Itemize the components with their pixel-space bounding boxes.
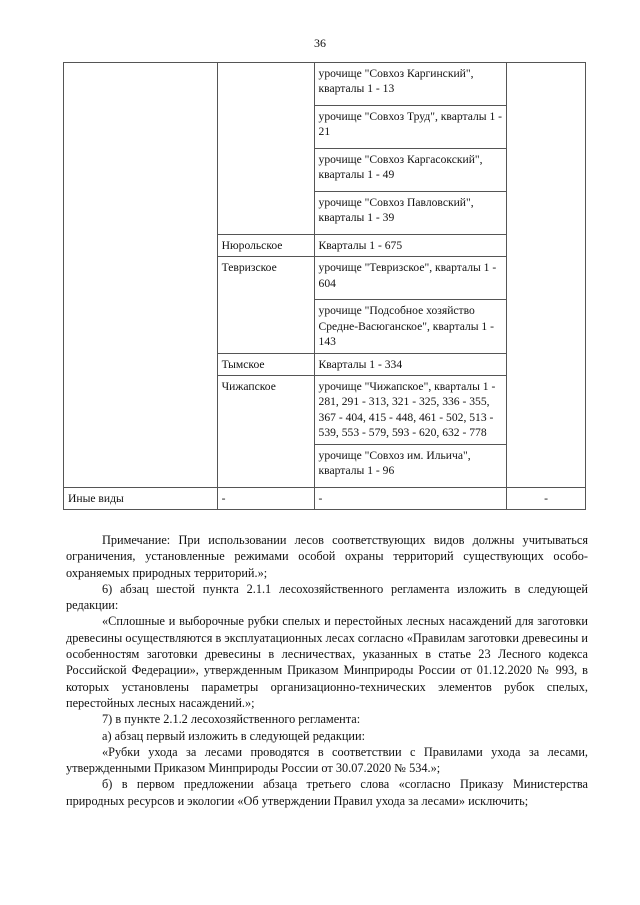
paragraph: а) абзац первый изложить в следующей редакции:: [102, 728, 366, 743]
page-number: 36: [314, 36, 326, 50]
object-cell: урочище "Совхоз Каргинский", кварталы 1 - 13: [314, 63, 507, 106]
object-cell: -: [314, 487, 507, 509]
district-cell: Нюрольское: [217, 235, 314, 257]
body-text: [66, 532, 588, 809]
object-cell: Кварталы 1 - 675: [314, 235, 507, 257]
note-cell: -: [507, 487, 586, 509]
note-cell: [507, 63, 586, 488]
regulation-table: [63, 62, 586, 510]
district-cell: [217, 63, 314, 235]
district-cell: -: [217, 487, 314, 509]
table-row: [64, 487, 586, 509]
object-cell: урочище "Совхоз Труд", кварталы 1 - 21: [314, 106, 507, 149]
paragraph: б) в первом предложении абзаца третьего слова «согласно Приказу Министерства природных ресурсов и экологии «Об утверждении Правил ухода за лесами» исключить;: [66, 777, 588, 808]
note-paragraph: Примечание: При использовании лесов соответствующих видов должны учитываться ограничения, установленные режимами особой охраны территорий существующих особо-охраняемых природных территорий.»;: [66, 533, 588, 580]
district-cell: Тымское: [217, 353, 314, 375]
paragraph: 7) в пункте 2.1.2 лесохозяйственного регламента:: [102, 712, 361, 727]
forestry-cell: Иные виды: [64, 487, 218, 509]
object-cell: урочище "Совхоз им. Ильича", кварталы 1 - 96: [314, 444, 507, 487]
district-cell: Чижапское: [217, 376, 314, 488]
paragraph: «Сплошные и выборочные рубки спелых и перестойных лесных насаждений для заготовки древесины осуществляются в эксплуатационных лесах согласно «Правилам заготовки древесины и особенностям заготовки древесины в лесничествах, указанных в статье 23 Лесного кодекса Российской Федерации», утвержденным Приказом Минприроды России от 01.12.2020 № 993, в которых установлены параметры организационно-технических элементов рубок спелых, перестойных лесных насаждений.»;: [66, 614, 588, 710]
object-cell: урочище "Чижапское", кварталы 1 - 281, 291 - 313, 321 - 325, 336 - 355, 367 - 404, 415 - 448, 461 - 502, 513 - 539, 553 - 579, 593 - 620, 632 - 778: [314, 376, 507, 445]
object-cell: урочище "Тевризское", кварталы 1 - 604: [314, 257, 507, 300]
object-cell: Кварталы 1 - 334: [314, 353, 507, 375]
object-cell: урочище "Совхоз Павловский", кварталы 1 - 39: [314, 192, 507, 235]
table-row: [64, 63, 586, 106]
forestry-cell: [64, 63, 218, 488]
district-cell: Тевризское: [217, 257, 314, 353]
paragraph: «Рубки ухода за лесами проводятся в соответствии с Правилами ухода за лесами, утвержденными Приказом Минприроды России от 30.07.2020 № 534.»;: [66, 744, 588, 776]
object-cell: урочище "Подсобное хозяйство Средне-Васюганское", кварталы 1 - 143: [314, 300, 507, 353]
paragraph: 6) абзац шестой пункта 2.1.1 лесохозяйственного регламента изложить в следующей редакции:: [66, 581, 588, 613]
object-cell: урочище "Совхоз Каргасокский", кварталы 1 - 49: [314, 149, 507, 192]
